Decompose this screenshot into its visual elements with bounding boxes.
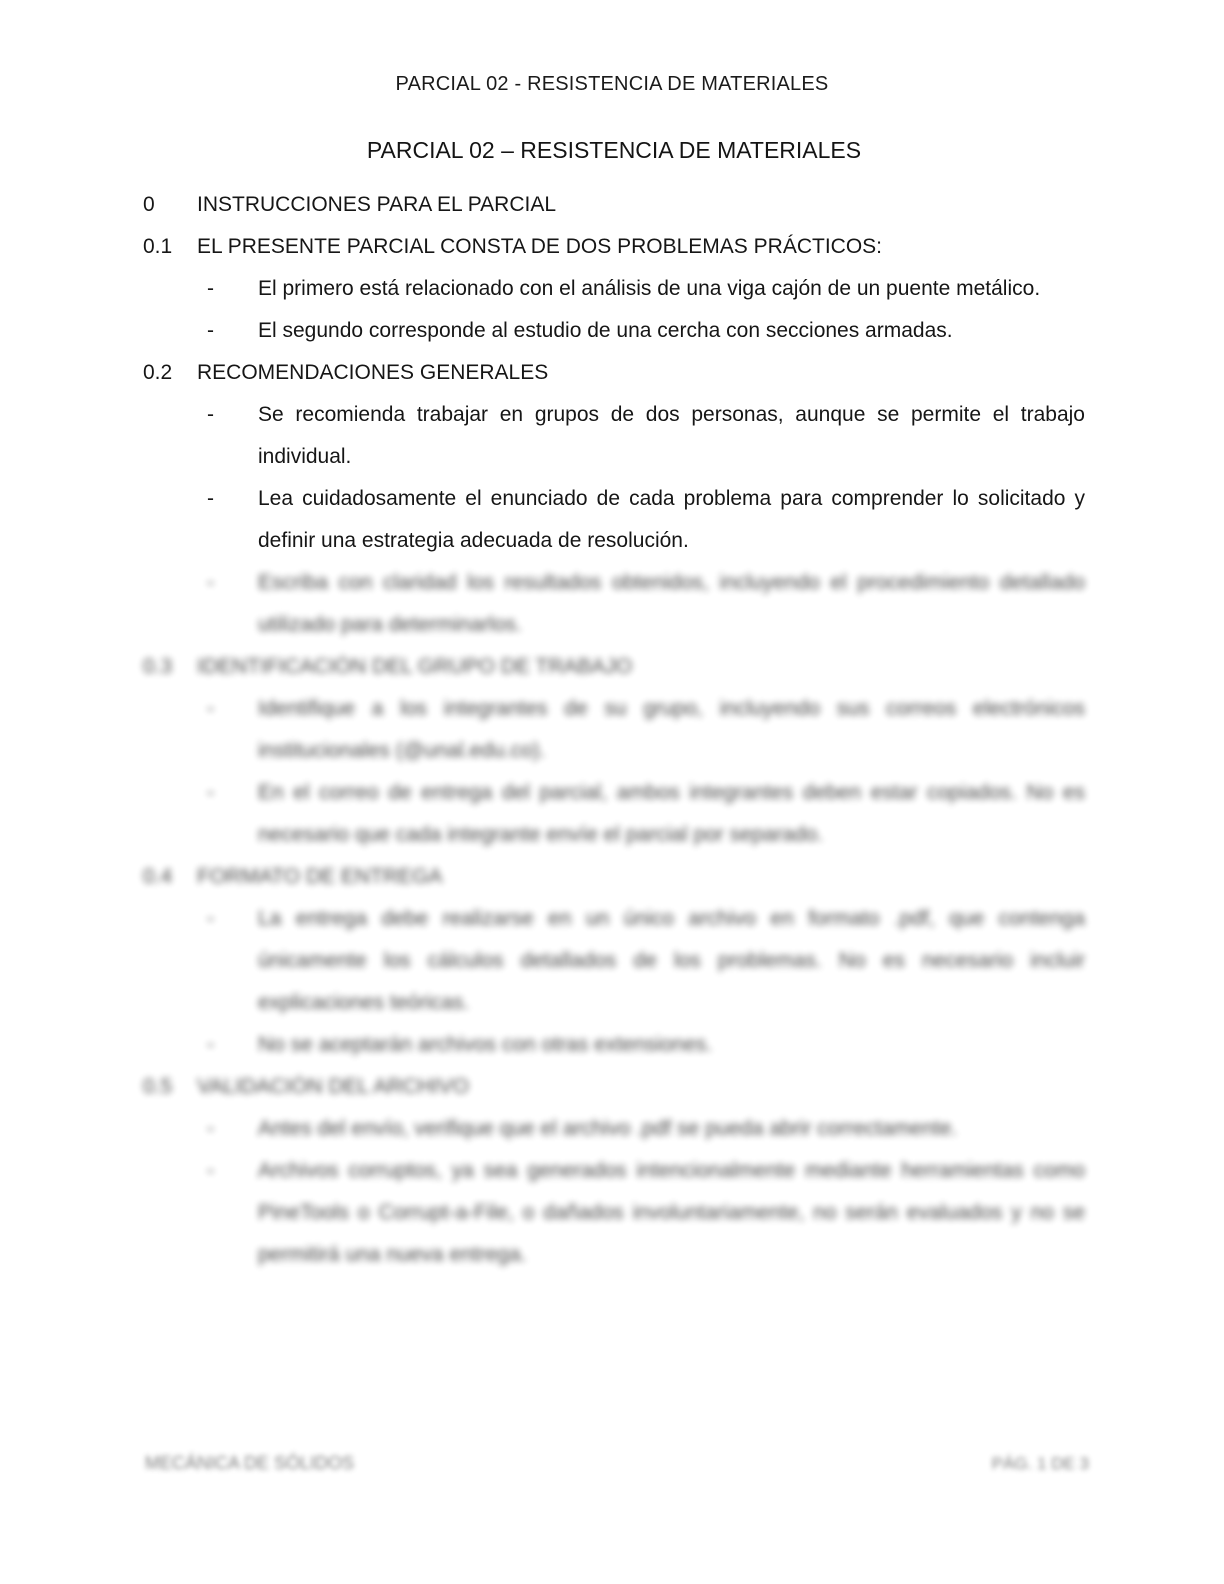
footer-page-number: PÁG. 1 DE 3 — [991, 1454, 1089, 1473]
page-title: PARCIAL 02 – RESISTENCIA DE MATERIALES — [366, 137, 862, 163]
bullet-item — [143, 310, 1085, 352]
bullet-dash: - — [207, 403, 214, 426]
section-heading-0-2 — [143, 352, 1085, 394]
bullet-dash: - — [207, 1159, 214, 1182]
section-number: 0.3 — [143, 655, 173, 678]
bullet-item-blurred — [143, 1024, 1085, 1066]
section-number: 0.2 — [143, 361, 173, 384]
bullet-item-blurred — [143, 562, 1085, 646]
bullet-dash: - — [207, 571, 214, 594]
footer-course-name: MECÁNICA DE SÓLIDOS — [145, 1453, 355, 1473]
bullet-dash: - — [207, 487, 214, 510]
bullet-item — [143, 394, 1085, 478]
bullet-dash: - — [207, 1033, 214, 1056]
document-body — [143, 128, 1085, 1276]
page-footer — [145, 1450, 1089, 1477]
bullet-text: Se recomienda trabajar en grupos de dos personas, aunque se permite el trabajo individual. — [258, 403, 1085, 468]
bullet-text: No se aceptarán archivos con otras extensiones. — [258, 1033, 713, 1056]
section-title: RECOMENDACIONES GENERALES — [197, 361, 549, 384]
bullet-text: Lea cuidadosamente el enunciado de cada problema para comprender lo solicitado y definir una estrategia adecuada de resolución. — [258, 487, 1085, 552]
bullet-item-blurred — [143, 898, 1085, 1024]
bullet-item — [143, 268, 1085, 310]
bullet-dash: - — [207, 697, 214, 720]
bullet-item-blurred — [143, 772, 1085, 856]
section-title: EL PRESENTE PARCIAL CONSTA DE DOS PROBLEMAS PRÁCTICOS: — [197, 235, 882, 258]
section-number: 0.4 — [143, 865, 173, 888]
bullet-item-blurred — [143, 1108, 1085, 1150]
section-title: INSTRUCCIONES PARA EL PARCIAL — [197, 193, 557, 216]
bullet-dash: - — [207, 1117, 214, 1140]
section-heading-0 — [143, 184, 1085, 226]
bullet-dash: - — [207, 907, 214, 930]
section-number: 0.1 — [143, 235, 173, 258]
section-number: 0.5 — [143, 1075, 173, 1098]
bullet-dash: - — [207, 781, 214, 804]
bullet-text: Escriba con claridad los resultados obtenidos, incluyendo el procedimiento detallado utilizado para determinarlos. — [258, 571, 1085, 636]
bullet-text: En el correo de entrega del parcial, ambos integrantes deben estar copiados. No es necesario que cada integrante envíe el parcial por separado. — [258, 781, 1085, 846]
bullet-text: El primero está relacionado con el análisis de una viga cajón de un puente metálico. — [258, 277, 1041, 300]
bullet-text: El segundo corresponde al estudio de una cercha con secciones armadas. — [258, 319, 953, 342]
section-title: FORMATO DE ENTREGA — [197, 865, 443, 888]
bullet-dash: - — [207, 319, 214, 342]
section-title: VALIDACIÓN DEL ARCHIVO — [197, 1075, 469, 1098]
section-heading-0-1 — [143, 226, 1085, 268]
running-header: PARCIAL 02 - RESISTENCIA DE MATERIALES — [395, 73, 829, 95]
section-heading-0-5 — [143, 1066, 1085, 1108]
bullet-item-blurred — [143, 1150, 1085, 1276]
bullet-text: Antes del envío, verifique que el archivo .pdf se pueda abrir correctamente. — [258, 1117, 958, 1140]
bullet-text: La entrega debe realizarse en un único archivo en formato .pdf, que contenga únicamente los cálculos detallados de los problemas. No es necesario incluir explicaciones teóricas. — [258, 907, 1085, 1014]
section-number: 0 — [143, 193, 155, 216]
bullet-text: Identifique a los integrantes de su grupo, incluyendo sus correos electrónicos institucionales (@unal.edu.co). — [258, 697, 1085, 762]
section-title: IDENTIFICACIÓN DEL GRUPO DE TRABAJO — [197, 655, 633, 678]
bullet-item-blurred — [143, 688, 1085, 772]
section-heading-0-3 — [143, 646, 1085, 688]
bullet-item — [143, 478, 1085, 562]
bullet-dash: - — [207, 277, 214, 300]
section-heading-0-4 — [143, 856, 1085, 898]
bullet-text: Archivos corruptos, ya sea generados intencionalmente mediante herramientas como PineTools o Corrupt-a-File, o dañados involuntariamente, no serán evaluados y no se permitirá una nueva entrega. — [258, 1159, 1085, 1266]
